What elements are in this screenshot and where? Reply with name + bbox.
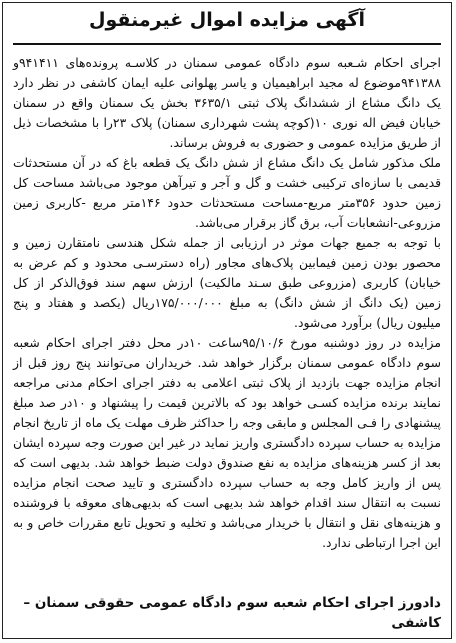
- notice-title: آگهی مزایده اموال غیرمنقول: [89, 9, 365, 31]
- paragraph-property: ملک مذکور شامل یک دانگ مشاع از شش دانگ یک قطعه باغ که در آن مستحدثات قدیمی با سازه‌ای ترکیبی خشت و گل و آجر و تیرآهن موجود می‌باشد مساحت کل زمین حدود ۳۵۶متر مربع-مساحت مستحدثات حدود ۱۴۶متر مربع -کاربری زمین مزروعی-انشعابات آب، برق گاز برقرار می‌باشد.: [13, 155, 441, 230]
- notice-body: [13, 53, 441, 553]
- notice-frame: [2, 2, 452, 639]
- paragraph-valuation: با توجه به جمیع جهات موثر در ارزیابی از جمله شکل هندسی نامتقارن زمین و محصور بودن زمین فیمابین پلاک‌های مجاور (راه دسترسـی محدود و کم عرض به خیابان) کاربری (مزروعی طبق سـند مالکیت) ارزش سهم سند فوق‌الذکر از کل زمین (یک دانگ از شش دانگ) به مبلغ ۱۷۵/۰۰۰/۰۰۰ریال (یکصد و هفتاد و پنج میلیون ریال) برآورد می‌شود.: [13, 235, 441, 330]
- paragraph-intro: اجرای احکام شـعبه سوم دادگاه عمومی سمنان در کلاسـه پرونده‌های ۹۴۱۴۱۱و ۹۴۱۳۸۸موضوع له مجید ابراهیمیان و یاسر پهلوانی علیه ایمان کاشفی در نظر دارد یک دانگ مشاع از ششدانگ پلاک ثبتی ۳۶۳۵/۱ بخش یک سمنان واقع در سمنان خیابان فیض اله نوری ۱۰(کوچه پشت شهرداری سمنان) پلاک ۲۳را با مشخصات ذیل از طریق مزایده عمومی و حضوری به فروش برساند.: [13, 55, 442, 150]
- paragraph-auction-terms: مزایده در روز دوشنبه مورخ ۹۵/۱۰/۶ساعت ۱۰در محل دفتر اجرای احکام شعبه سوم دادگاه عمومی سمنان برگزار خواهد شد. خریداران می‌توانند پنج روز قبل از انجام مزایده جهت بازدید از پلاک ثبتی اعلامی به دفتر اجرای احکام مدنی مراجعه نمایند برنده مزایده کسـی خواهد بود که بالاترین قیمت را پیشنهاد و ۱۰در صد مبلغ پیشنهادی را فـی المجلس و مابقی وجه را حداکثر ظرف مهلت یک ماه از تاریخ انجام مزایده به حساب سپرده دادگستری واریز نماید در غیر این صورت وجه سپرده ایشان بعد از کسر هزینه‌های مزایده به نفع صندوق دولت ضبط خواهد شد. بدیهی است که پس از واریز کامل وجه به حساب سپرده دادگستری و تایید صحت انجام مزایده نسبت به انتقال سند اقدام خواهد شد بدیهی است که بدیهی‌های معوقه با فروشنده و هزینه‌های نقل و انتقال با خریدار می‌باشد و تخلیه و تحویل تابع مقررات خاص و به این اجرا ارتباطی ندارد.: [13, 335, 441, 550]
- title-divider: [13, 43, 441, 45]
- notice-signature: دادورز اجرای احکام شعبه سوم دادگاه عمومی حقوقی سمنان – کاشفی: [23, 595, 441, 631]
